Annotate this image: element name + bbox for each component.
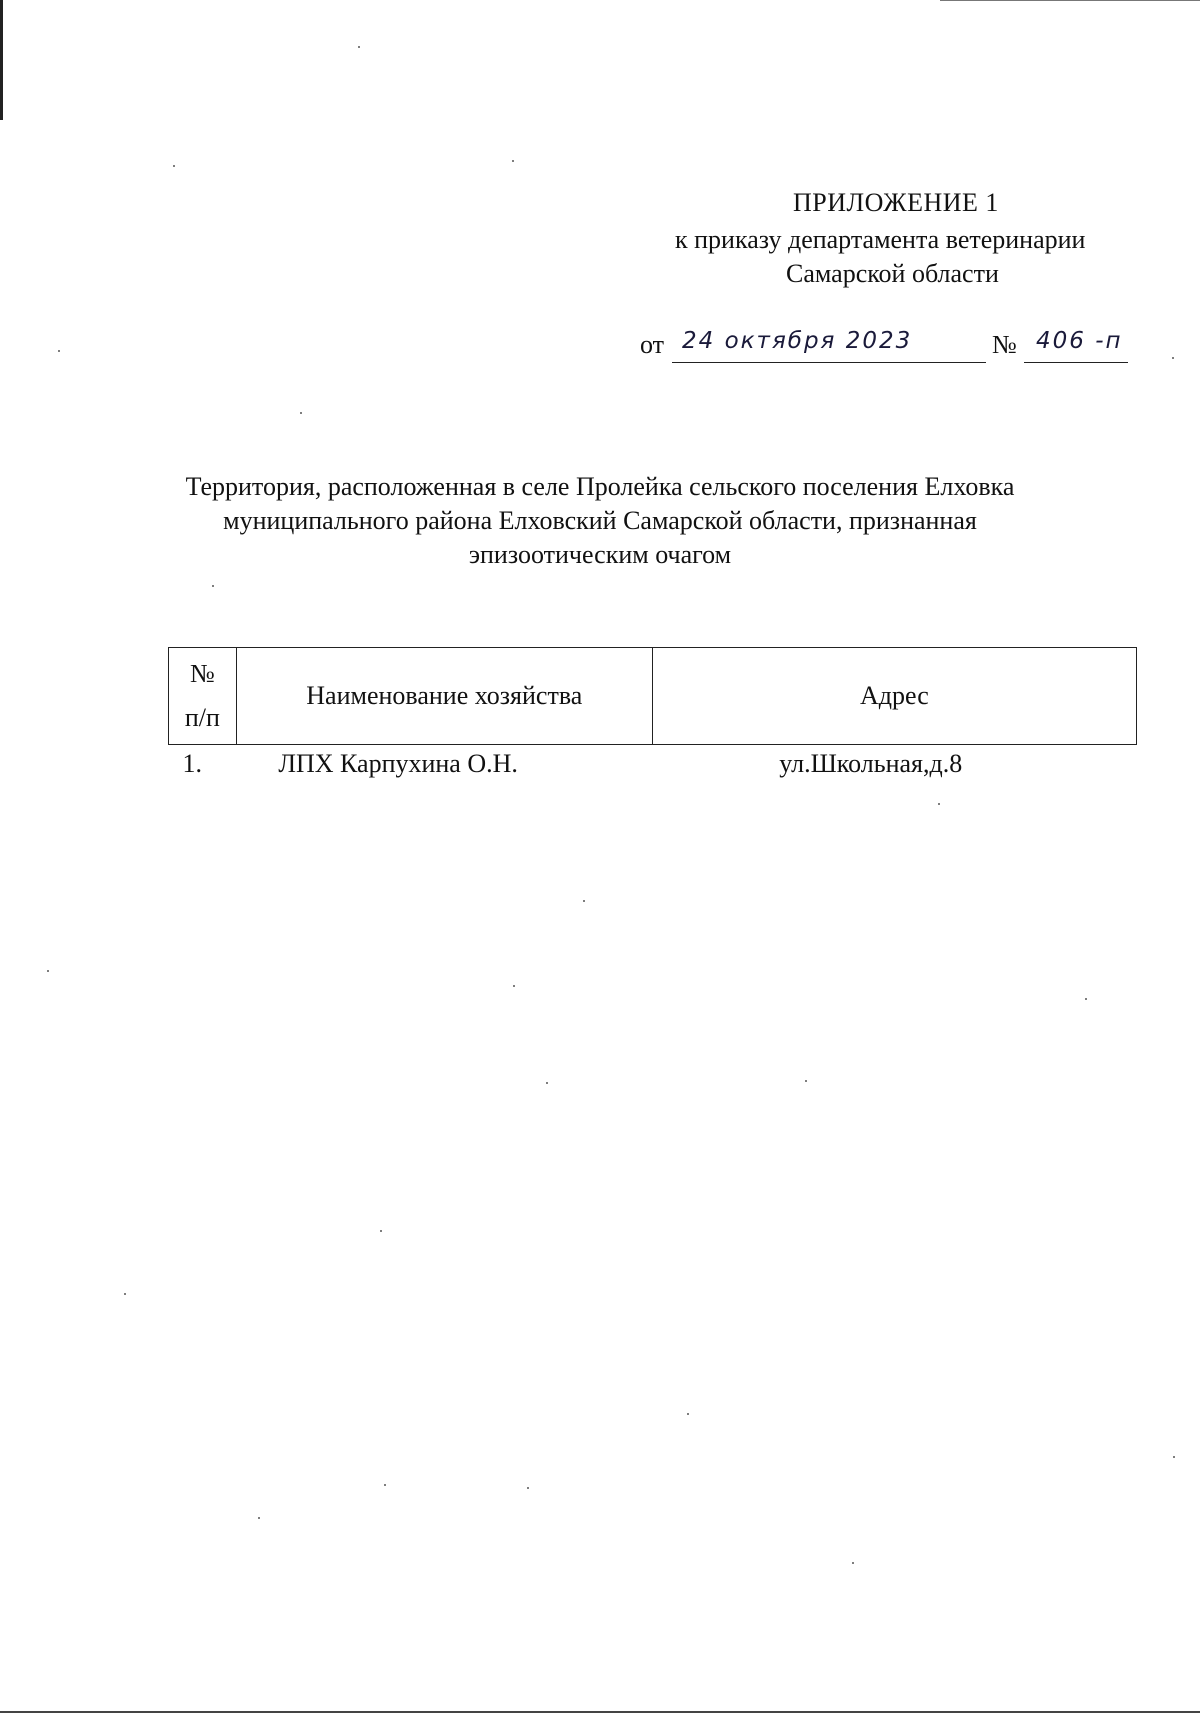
scan-speck — [58, 350, 60, 352]
header-number-line2: п/п — [184, 703, 220, 732]
scan-speck — [512, 160, 514, 162]
document-heading — [150, 470, 1050, 572]
order-reference — [640, 330, 1140, 366]
farms-table — [168, 647, 1137, 789]
scan-speck — [258, 1517, 260, 1519]
scan-speck — [583, 900, 585, 902]
scan-speck — [47, 970, 49, 972]
order-date-handwritten: 24 октября 2023 — [682, 328, 913, 354]
header-number-line1: № — [190, 659, 215, 688]
scan-speck — [173, 165, 175, 167]
header-number — [169, 648, 237, 745]
heading-line2: муниципального района Елховский Самарской области, признанная — [223, 506, 977, 535]
appendix-subtitle-line2: Самарской области — [786, 259, 999, 288]
appendix-title: ПРИЛОЖЕНИЕ 1 — [793, 188, 999, 217]
scan-speck — [527, 1487, 529, 1489]
scan-speck — [938, 803, 940, 805]
scan-speck — [1172, 357, 1174, 359]
scan-speck — [384, 1484, 386, 1486]
header-farm-name: Наименование хозяйства — [236, 648, 652, 745]
scan-speck — [513, 985, 515, 987]
appendix-subtitle-line1: к приказу департамента ветеринарии — [675, 225, 1086, 254]
order-number-label: № — [992, 330, 1017, 359]
header-address: Адрес — [652, 648, 1136, 745]
scan-speck — [358, 46, 360, 48]
scan-speck — [546, 1082, 548, 1084]
row-farm-name: ЛПХ Карпухина О.Н. — [278, 749, 518, 778]
order-from-label: от — [640, 330, 665, 359]
scan-edge-left — [0, 0, 3, 120]
scan-edge-top — [940, 0, 1200, 1]
heading-line1: Территория, расположенная в селе Пролейка сельского поселения Елховка — [185, 472, 1015, 501]
order-date-field — [672, 330, 986, 363]
table-header-row — [169, 648, 1137, 745]
table-row — [169, 745, 1137, 790]
scan-speck — [1085, 998, 1087, 1000]
scan-speck — [124, 1293, 126, 1295]
row-address: ул.Школьная,д.8 — [779, 749, 963, 778]
heading-line3: эпизоотическим очагом — [468, 540, 732, 569]
scan-speck — [380, 1230, 382, 1232]
order-number-handwritten: 406 -п — [1036, 328, 1123, 354]
scan-speck — [805, 1080, 807, 1082]
scan-speck — [300, 412, 302, 414]
scan-speck — [852, 1562, 854, 1564]
row-number: 1. — [182, 749, 202, 778]
scan-speck — [687, 1413, 689, 1415]
order-number-field — [1024, 330, 1128, 363]
scan-speck — [212, 585, 214, 587]
scan-speck — [1173, 1456, 1175, 1458]
